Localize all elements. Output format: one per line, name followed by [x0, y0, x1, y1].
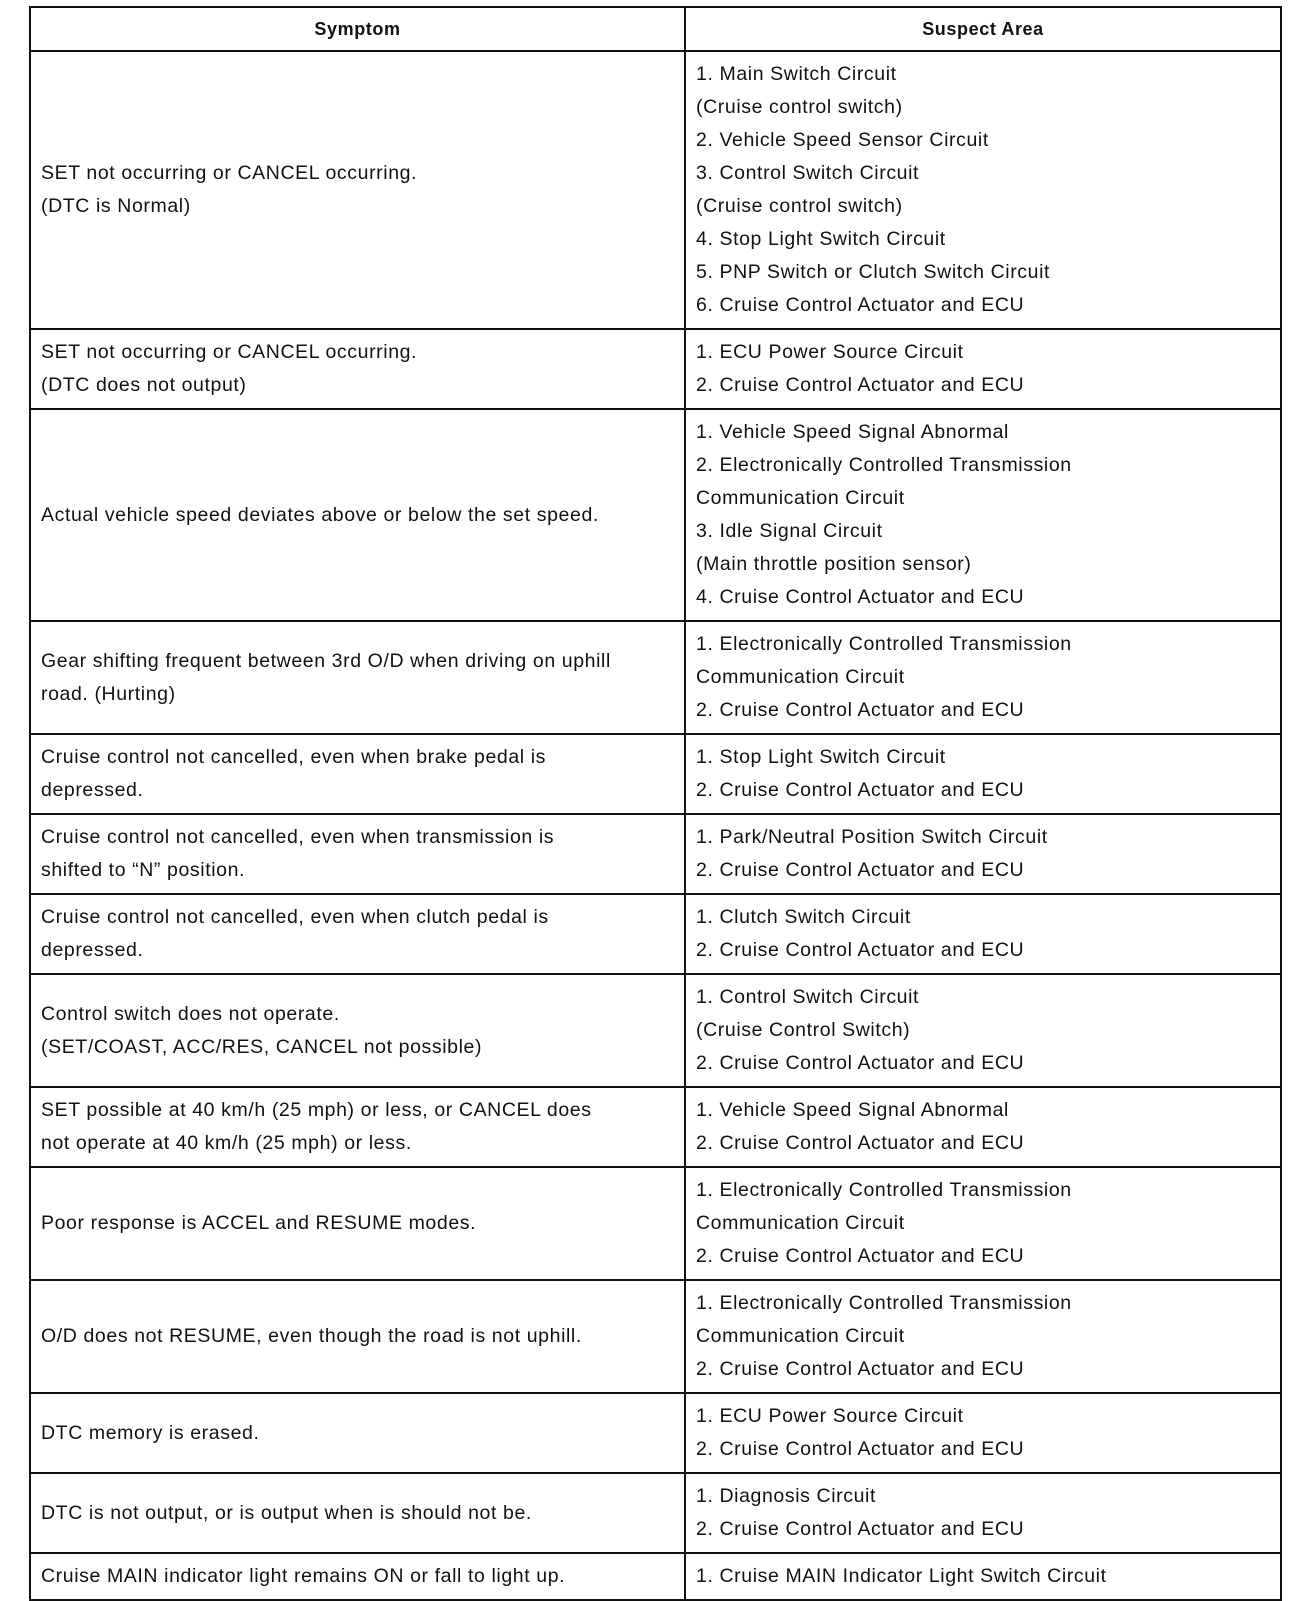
table-row — [30, 1280, 1281, 1393]
symptom-cell — [30, 1473, 685, 1553]
suspect-area-line: 1. ECU Power Source Circuit — [696, 1405, 964, 1427]
suspect-area-line: 1. Main Switch Circuit — [696, 63, 897, 85]
suspect-area-line: Communication Circuit — [696, 666, 905, 688]
suspect-area-line: 1. Vehicle Speed Signal Abnormal — [696, 421, 1009, 443]
suspect-area-line: 4. Cruise Control Actuator and ECU — [696, 586, 1025, 608]
suspect-area-line: 2. Cruise Control Actuator and ECU — [696, 1052, 1025, 1074]
symptom-text-line: SET possible at 40 km/h (25 mph) or less, or CANCEL does — [41, 1099, 592, 1121]
suspect-area-line: 2. Cruise Control Actuator and ECU — [696, 1518, 1025, 1540]
symptom-text-line: Cruise MAIN indicator light remains ON or fall to light up. — [41, 1565, 566, 1587]
suspect-area-cell — [685, 894, 1281, 974]
suspect-area-cell — [685, 621, 1281, 734]
suspect-area-line: 1. Clutch Switch Circuit — [696, 906, 911, 928]
suspect-area-cell — [685, 1393, 1281, 1473]
symptom-text-line: depressed. — [41, 779, 144, 801]
symptom-text-line: O/D does not RESUME, even though the road is not uphill. — [41, 1325, 582, 1347]
suspect-area-line: 6. Cruise Control Actuator and ECU — [696, 294, 1025, 316]
suspect-area-line: (Main throttle position sensor) — [696, 553, 972, 575]
suspect-area-line: 1. Electronically Controlled Transmission — [696, 633, 1072, 655]
symptom-text-line: Poor response is ACCEL and RESUME modes. — [41, 1212, 477, 1234]
table-row — [30, 51, 1281, 329]
symptom-cell — [30, 894, 685, 974]
suspect-area-line: 2. Cruise Control Actuator and ECU — [696, 1438, 1025, 1460]
suspect-area-line: 1. Stop Light Switch Circuit — [696, 746, 946, 768]
suspect-area-line: 1. Electronically Controlled Transmission — [696, 1179, 1072, 1201]
suspect-area-cell — [685, 1280, 1281, 1393]
symptom-cell — [30, 974, 685, 1087]
symptom-text-line: Actual vehicle speed deviates above or below the set speed. — [41, 503, 599, 526]
symptom-cell — [30, 51, 685, 329]
symptom-text-line: SET not occurring or CANCEL occurring. — [41, 162, 418, 184]
symptom-text-line: SET not occurring or CANCEL occurring. — [41, 341, 418, 363]
symptom-text-line: (SET/COAST, ACC/RES, CANCEL not possible) — [41, 1035, 483, 1058]
symptom-text-line: Control switch does not operate. — [41, 1002, 340, 1025]
suspect-area-cell — [685, 974, 1281, 1087]
suspect-area-line: 1. Electronically Controlled Transmission — [696, 1292, 1072, 1314]
symptom-cell — [30, 1393, 685, 1473]
table-row — [30, 1393, 1281, 1473]
suspect-area-line: (Cruise control switch) — [696, 96, 903, 118]
table-row — [30, 1087, 1281, 1167]
table-row — [30, 734, 1281, 814]
symptom-cell — [30, 734, 685, 814]
symptom-cell — [30, 814, 685, 894]
suspect-area-line: 2. Electronically Controlled Transmission — [696, 454, 1072, 476]
suspect-area-line: 1. Park/Neutral Position Switch Circuit — [696, 826, 1048, 848]
suspect-area-line: 1. ECU Power Source Circuit — [696, 341, 964, 363]
suspect-area-line: 3. Control Switch Circuit — [696, 162, 920, 184]
suspect-area-line: 1. Diagnosis Circuit — [696, 1485, 876, 1507]
symptom-text-line: Gear shifting frequent between 3rd O/D when driving on uphill — [41, 649, 611, 672]
symptom-cell — [30, 1087, 685, 1167]
table-row — [30, 409, 1281, 621]
suspect-area-line: 2. Cruise Control Actuator and ECU — [696, 859, 1025, 881]
suspect-area-cell — [685, 1087, 1281, 1167]
table-row — [30, 621, 1281, 734]
suspect-area-cell — [685, 1167, 1281, 1280]
symptom-text-line: Cruise control not cancelled, even when transmission is — [41, 826, 555, 848]
table-row — [30, 814, 1281, 894]
symptom-cell — [30, 329, 685, 409]
table-body — [30, 51, 1281, 1600]
symptom-cell — [30, 621, 685, 734]
table-header-row — [30, 7, 1281, 51]
table-row — [30, 1553, 1281, 1600]
symptom-text-line: Cruise control not cancelled, even when clutch pedal is — [41, 906, 549, 928]
suspect-area-line: 4. Stop Light Switch Circuit — [696, 228, 946, 250]
symptom-text-line: road. (Hurting) — [41, 682, 176, 705]
symptom-text-line: DTC memory is erased. — [41, 1421, 260, 1444]
suspect-area-line: 2. Cruise Control Actuator and ECU — [696, 939, 1025, 961]
symptom-column-header: Symptom — [30, 7, 685, 51]
symptom-text-line: shifted to “N” position. — [41, 859, 246, 881]
symptom-text-line: (DTC is Normal) — [41, 195, 191, 217]
suspect-area-line: 3. Idle Signal Circuit — [696, 520, 883, 542]
symptom-text-line: Cruise control not cancelled, even when brake pedal is — [41, 746, 547, 768]
suspect-area-line: (Cruise control switch) — [696, 195, 903, 217]
suspect-area-cell — [685, 51, 1281, 329]
table-row — [30, 1473, 1281, 1553]
table-row — [30, 1167, 1281, 1280]
table-row — [30, 329, 1281, 409]
suspect-area-line: 2. Vehicle Speed Sensor Circuit — [696, 129, 989, 151]
table-row — [30, 894, 1281, 974]
suspect-area-cell — [685, 409, 1281, 621]
table-row — [30, 974, 1281, 1087]
suspect-area-line: 2. Cruise Control Actuator and ECU — [696, 779, 1025, 801]
suspect-area-line: 2. Cruise Control Actuator and ECU — [696, 374, 1025, 396]
suspect-area-line: Communication Circuit — [696, 487, 905, 509]
symptom-text-line: not operate at 40 km/h (25 mph) or less. — [41, 1132, 412, 1154]
suspect-area-line: 5. PNP Switch or Clutch Switch Circuit — [696, 261, 1051, 283]
symptom-text-line: DTC is not output, or is output when is should not be. — [41, 1501, 532, 1524]
symptom-cell — [30, 1553, 685, 1600]
suspect-area-line: Communication Circuit — [696, 1325, 905, 1347]
suspect-area-cell — [685, 734, 1281, 814]
suspect-area-line: 1. Cruise MAIN Indicator Light Switch Circuit — [696, 1565, 1107, 1587]
symptom-text-line: depressed. — [41, 939, 144, 961]
suspect-area-line: (Cruise Control Switch) — [696, 1019, 911, 1041]
suspect-area-line: 2. Cruise Control Actuator and ECU — [696, 1245, 1025, 1267]
suspect-area-line: 2. Cruise Control Actuator and ECU — [696, 1132, 1025, 1154]
suspect-area-line: 2. Cruise Control Actuator and ECU — [696, 1358, 1025, 1380]
symptom-cell — [30, 1280, 685, 1393]
suspect-area-line: 1. Control Switch Circuit — [696, 986, 920, 1008]
suspect-area-cell — [685, 329, 1281, 409]
suspect-area-line: 1. Vehicle Speed Signal Abnormal — [696, 1099, 1009, 1121]
suspect-area-column-header: Suspect Area — [685, 7, 1281, 51]
suspect-area-cell — [685, 1553, 1281, 1600]
suspect-area-cell — [685, 814, 1281, 894]
suspect-area-cell — [685, 1473, 1281, 1553]
symptom-text-line: (DTC does not output) — [41, 374, 247, 396]
symptom-cell — [30, 409, 685, 621]
troubleshooting-table — [29, 6, 1282, 1601]
suspect-area-line: Communication Circuit — [696, 1212, 905, 1234]
symptom-cell — [30, 1167, 685, 1280]
suspect-area-line: 2. Cruise Control Actuator and ECU — [696, 699, 1025, 721]
